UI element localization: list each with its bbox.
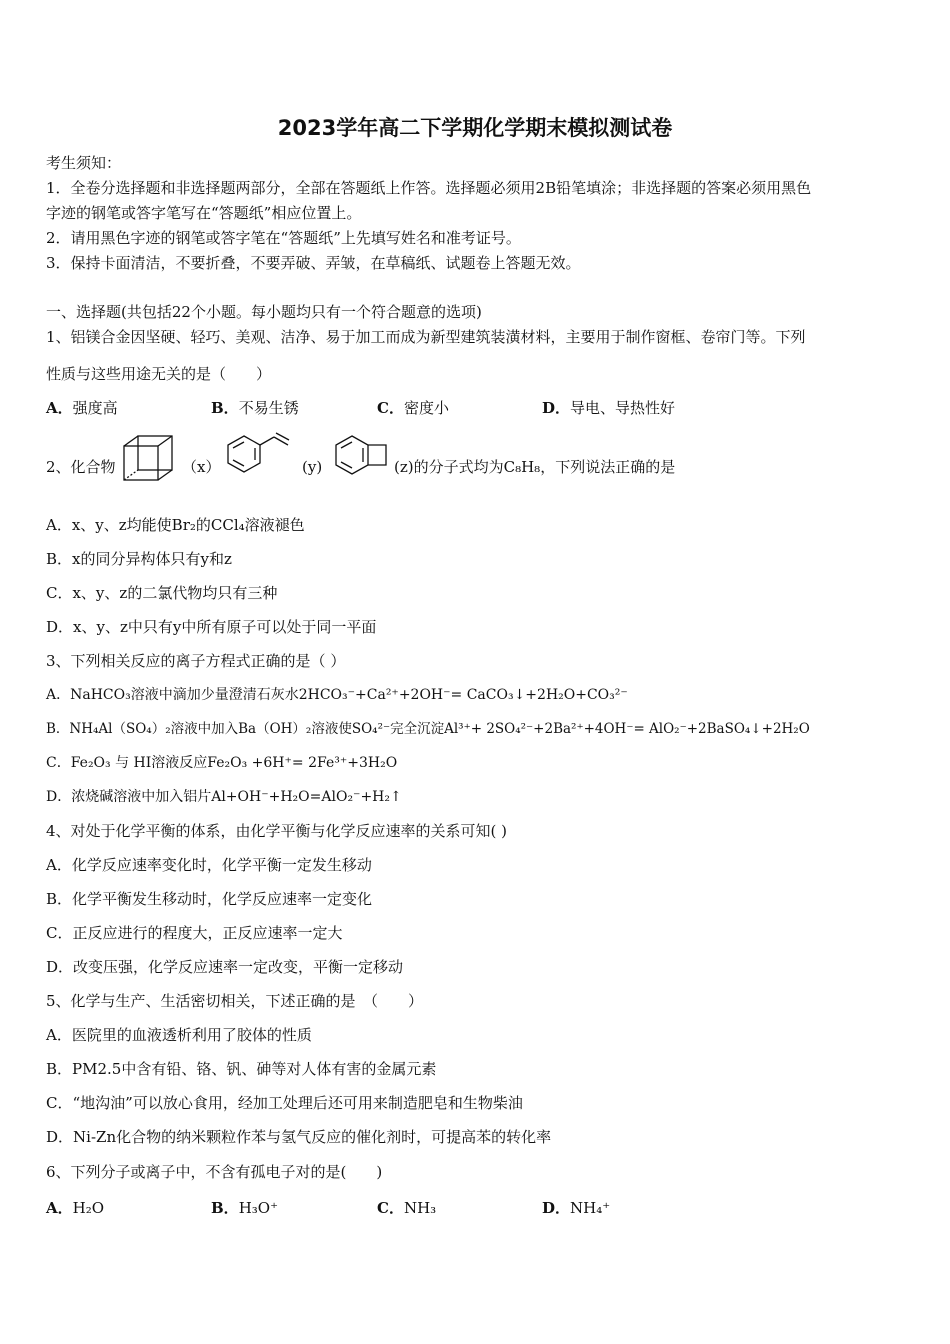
q1-stem-line2: 性质与这些用途无关的是（ ） (46, 365, 272, 383)
q1-option-b: B．不易生锈 (211, 399, 299, 417)
q4-option-c: C．正反应进行的程度大，正反应速率一定大 (46, 924, 343, 942)
q2-option-d: D．x、y、z中只有y中所有原子可以处于同一平面 (46, 618, 377, 636)
q6-option-b: B．H₃O⁺ (211, 1199, 278, 1217)
notice-item-3: 3．保持卡面清洁，不要折叠，不要弄破、弄皱，在草稿纸、试题卷上答题无效。 (46, 254, 581, 272)
q6-option-a: A．H₂O (46, 1199, 105, 1217)
q3-option-d: D．浓烧碱溶液中加入铝片Al+OH⁻+H₂O=AlO₂⁻+H₂↑ (46, 789, 402, 805)
q1-option-a: A．强度高 (46, 399, 118, 417)
notice-item-2: 2．请用黑色字迹的钢笔或答字笔在“答题纸”上先填写姓名和准考证号。 (46, 229, 521, 247)
q4-stem: 4、对处于化学平衡的体系，由化学平衡与化学反应速率的关系可知( ) (46, 822, 508, 840)
cubane-structure-icon (120, 432, 178, 484)
q2-option-c: C．x、y、z的二氯代物均只有三种 (46, 584, 278, 602)
q1-stem-line1: 1、铝镁合金因坚硬、轻巧、美观、洁净、易于加工而成为新型建筑装潢材料，主要用于制作窗框、卷帘门等。下列 (46, 328, 806, 346)
notice-item-1: 1．全卷分选择题和非选择题两部分，全部在答题纸上作答。选择题必须用2B铅笔填涂；非选择题的答案必须用黑色 (46, 179, 812, 197)
q6-option-c: C．NH₃ (377, 1199, 437, 1217)
q3-option-c: C．Fe₂O₃ 与 HI溶液反应Fe₂O₃ +6H⁺= 2Fe³⁺+3H₂O (46, 755, 398, 771)
q1-option-c: C．密度小 (377, 399, 449, 417)
q4-option-d: D．改变压强，化学反应速率一定改变，平衡一定移动 (46, 958, 404, 976)
q4-option-b: B．化学平衡发生移动时，化学反应速率一定变化 (46, 890, 373, 908)
styrene-structure-icon (222, 428, 294, 484)
notice-heading: 考生须知： (46, 154, 122, 172)
q2-option-a: A．x、y、z均能使Br₂的CCl₄溶液褪色 (46, 516, 305, 534)
notice-item-1-cont: 字迹的钢笔或答字笔写在“答题纸”相应位置上。 (46, 204, 362, 222)
q1-option-d: D．导电、导热性好 (542, 399, 676, 417)
q5-option-d: D．Ni-Zn化合物的纳米颗粒作苯与氢气反应的催化剂时，可提高苯的转化率 (46, 1128, 552, 1146)
q2-y-label: (y) (302, 458, 323, 476)
q5-stem: 5、化学与生产、生活密切相关，下述正确的是 （ ） (46, 992, 424, 1010)
section-heading: 一、选择题(共包括22个小题。每小题均只有一个符合题意的选项) (46, 303, 482, 321)
q2-suffix: (z)的分子式均为C₈H₈，下列说法正确的是 (394, 458, 676, 476)
q5-option-a: A．医院里的血液透析利用了胶体的性质 (46, 1026, 312, 1044)
q4-option-a: A．化学反应速率变化时，化学平衡一定发生移动 (46, 856, 372, 874)
page-title: 2023学年高二下学期化学期末模拟测试卷 (277, 116, 673, 140)
benzocyclobutene-structure-icon (330, 430, 392, 484)
q6-stem: 6、下列分子或离子中，不含有孤电子对的是( ) (46, 1163, 383, 1181)
q3-option-a: A．NaHCO₃溶液中滴加少量澄清石灰水2HCO₃⁻+Ca²⁺+2OH⁻= CaCO₃↓+2H₂O+CO₃²⁻ (46, 687, 628, 703)
q3-option-b: B．NH₄Al（SO₄）₂溶液中加入Ba（OH）₂溶液使SO₄²⁻完全沉淀Al³⁺+ 2SO₄²⁻+2Ba²⁺+4OH⁻= AlO₂⁻+2BaSO₄↓+2H₂O (46, 721, 810, 737)
q3-stem: 3、下列相关反应的离子方程式正确的是（ ） (46, 652, 346, 670)
q2-x-label: （x） (182, 458, 221, 476)
q5-option-b: B．PM2.5中含有铅、铬、钒、砷等对人体有害的金属元素 (46, 1060, 437, 1078)
q2-option-b: B．x的同分异构体只有y和z (46, 550, 232, 568)
q5-option-c: C．“地沟油”可以放心食用，经加工处理后还可用来制造肥皂和生物柴油 (46, 1094, 523, 1112)
q6-option-d: D．NH₄⁺ (542, 1199, 611, 1217)
q2-prefix: 2、化合物 (46, 458, 116, 476)
